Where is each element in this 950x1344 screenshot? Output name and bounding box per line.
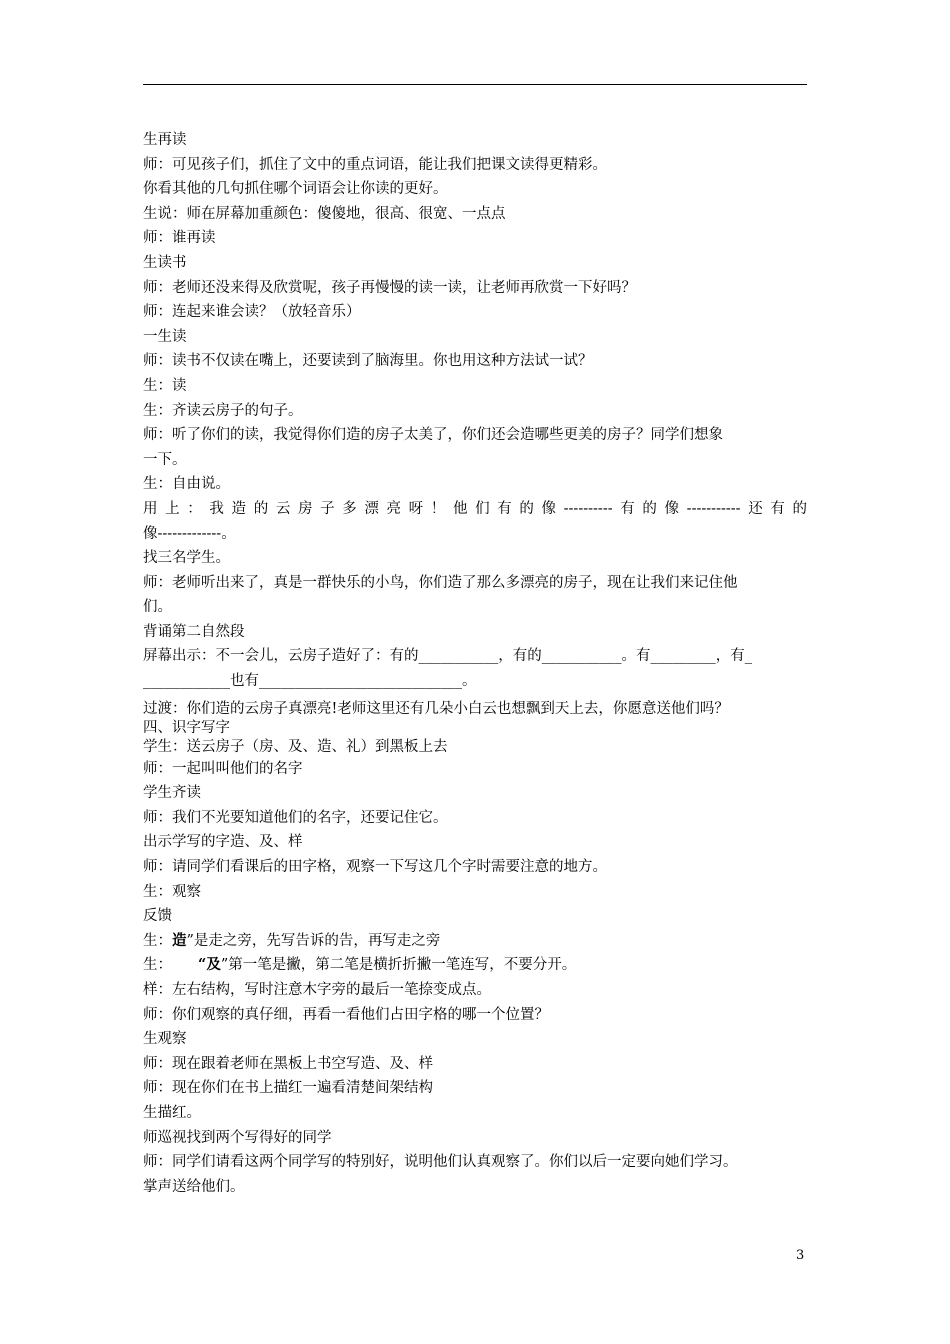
bold-character: “及 (198, 956, 221, 974)
text-line: 用上：我造的云房子多漂亮呀！他们有的像----------有的像-----------还有的 (143, 500, 807, 517)
text-line: 一生读 (143, 328, 187, 345)
text-line: 师：同学们请看这两个同学写的特别好，说明他们认真观察了。你们以后一定要向她们学习。 (143, 1154, 738, 1171)
text-line: 你看其他的几句抓住哪个词语会让你读的更好。 (143, 181, 448, 198)
text-line: 四、识字写字 (143, 719, 230, 736)
text-run: ”第一笔是撇，第二笔是横折折撇一笔连写，不要分开。 (220, 957, 577, 974)
text-line: 师：读书不仅读在嘴上，还要读到了脑海里。你也用这种方法试一试？ (143, 353, 593, 370)
text-line: 师：请同学们看课后的田字格，观察一下写这几个字时需要注意的地方。 (143, 859, 607, 876)
text-line: 生观察 (143, 1031, 187, 1048)
text-line: 师：老师还没来得及欣赏呢，孩子再慢慢的读一读，让老师再欣赏一下好吗？ (143, 279, 636, 296)
text-line: 生：齐读云房子的句子。 (143, 402, 303, 419)
text-line: 们。 (143, 599, 172, 616)
text-line: 生读书 (143, 254, 187, 271)
document-body (143, 128, 807, 1199)
speaker-label: 生： (143, 932, 172, 949)
text-line: ____________也有____________________________。 (143, 673, 477, 690)
text-line (143, 953, 807, 978)
text-line: 找三名学生。 (143, 550, 230, 567)
text-line: 师：谁再读 (143, 230, 216, 247)
text-line: 反馈 (143, 908, 172, 925)
text-line: 生：观察 (143, 883, 201, 900)
text-line: 师：可见孩子们，抓住了文中的重点词语，能让我们把课文读得更精彩。 (143, 156, 607, 173)
text-line: 师：现在跟着老师在黑板上书空写造、及、样 (143, 1055, 433, 1072)
text-line: 师：一起叫叫他们的名字 (143, 760, 303, 777)
text-line: 学生：送云房子（房、及、造、礼）到黑板上去 (143, 738, 448, 755)
text-line (143, 929, 807, 954)
text-line: 掌声送给他们。 (143, 1178, 245, 1195)
page-number: 3 (796, 1248, 805, 1263)
text-line: 生：自由说。 (143, 476, 230, 493)
speaker-label: 生： (143, 957, 172, 974)
text-line: 屏幕出示：不一会儿，云房子造好了：有的___________，有的___________。有_________，有_ (143, 648, 752, 665)
text-line: 生再读 (143, 132, 187, 148)
text-line: 样：左右结构，写时注意木字旁的最后一笔捺变成点。 (143, 982, 491, 998)
text-line: 生说：师在屏幕加重颜色：傻傻地，很高、很宽、一点点 (143, 205, 506, 222)
bold-character: 造 (172, 931, 187, 949)
text-line: 像-------------。 (143, 525, 236, 542)
text-line: 师：现在你们在书上描红一遍看清楚间架结构 (143, 1080, 433, 1097)
text-line: 师：我们不光要知道他们的名字，还要记住它。 (143, 809, 448, 826)
text-line: 学生齐读 (143, 785, 201, 802)
text-line: 师：你们观察的真仔细，再看一看他们占田字格的哪一个位置？ (143, 1006, 549, 1023)
header-rule (143, 84, 807, 85)
text-line: 生描红。 (143, 1104, 201, 1121)
text-run: ”是走之旁，先写告诉的告，再写走之旁 (186, 932, 441, 949)
text-line: 背诵第二自然段 (143, 623, 245, 640)
text-line: 生：读 (143, 377, 187, 394)
text-line: 师巡视找到两个写得好的同学 (143, 1129, 332, 1146)
text-line: 师：老师听出来了，真是一群快乐的小鸟，你们造了那么多漂亮的房子，现在让我们来记住他 (143, 574, 738, 591)
text-line: 师：连起来谁会读？（放轻音乐） (143, 304, 361, 321)
text-line: 出示学写的字造、及、样 (143, 834, 303, 851)
text-line: 过渡：你们造的云房子真漂亮!老师这里还有几朵小白云也想飘到天上去，你愿意送他们吗？ (143, 700, 729, 717)
text-line: 师：听了你们的读，我觉得你们造的房子太美了，你们还会造哪些更美的房子？同学们想象 (143, 427, 723, 444)
text-line: 一下。 (143, 451, 187, 468)
